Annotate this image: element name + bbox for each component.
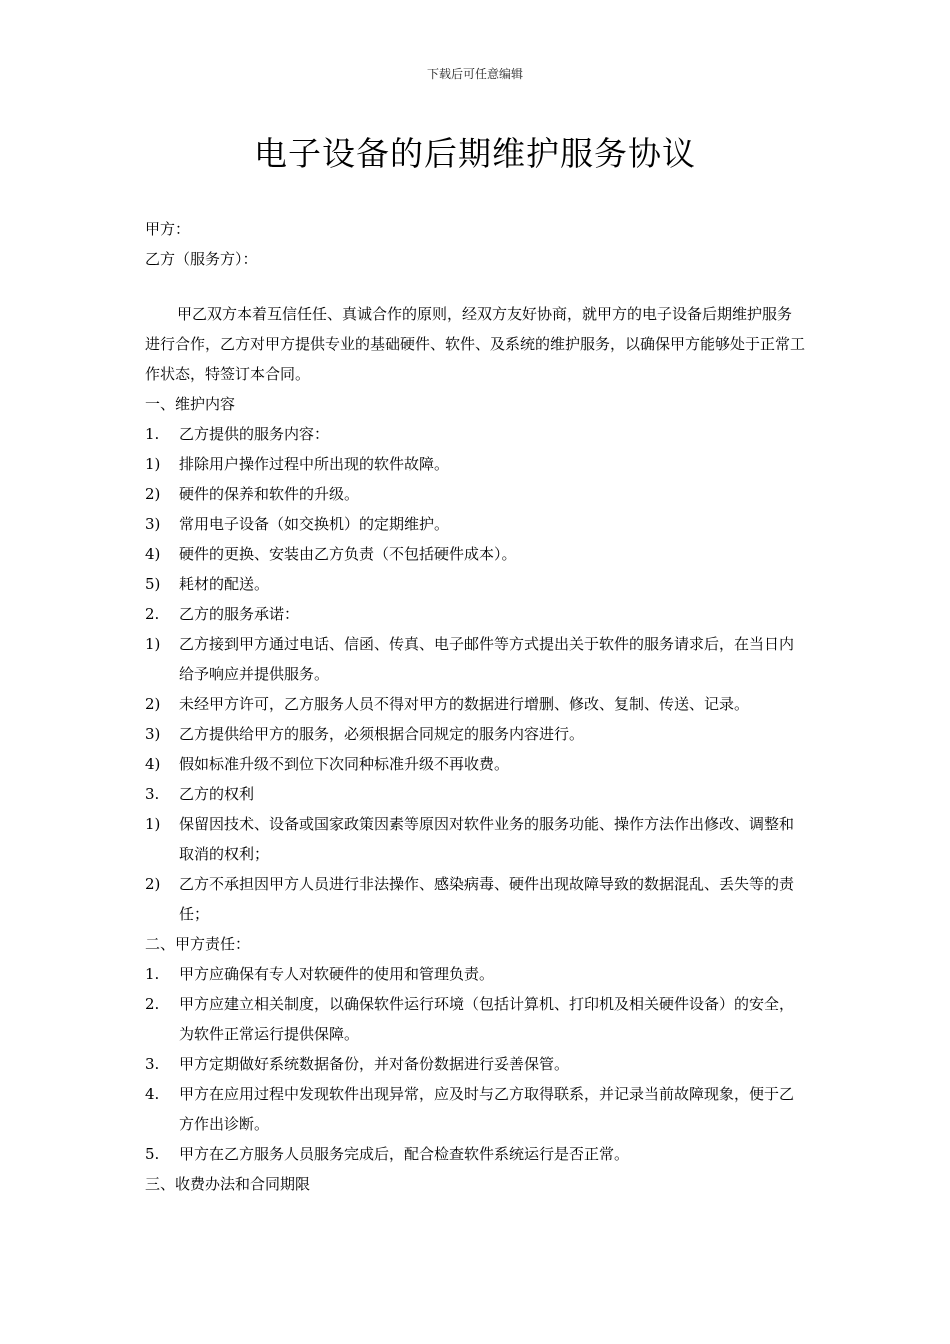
list-item: [145, 689, 805, 719]
item-marker: 5): [145, 575, 161, 593]
item-marker: 1): [145, 455, 161, 473]
section-heading: 一、维护内容: [145, 395, 236, 413]
item-marker: 2.: [145, 995, 160, 1013]
item-marker: 4.: [145, 1085, 160, 1103]
item-text: 硬件的保养和软件的升级。: [179, 485, 360, 503]
list-item: [145, 629, 805, 689]
item-text: 常用电子设备（如交换机）的定期维护。: [179, 515, 450, 533]
subsection-item: [145, 419, 805, 449]
blank-line: [145, 274, 805, 299]
item-marker: 4): [145, 755, 161, 773]
item-marker: 4): [145, 545, 161, 563]
item-marker: 3.: [145, 1055, 160, 1073]
item-text: 假如标准升级不到位下次同种标准升级不再收费。: [179, 755, 510, 773]
subsection-item: [145, 599, 805, 629]
item-marker: 2): [145, 485, 161, 503]
list-item: [145, 1139, 805, 1169]
subsection-item: [145, 779, 805, 809]
item-text: 甲方应确保有专人对软硬件的使用和管理负责。: [179, 965, 495, 983]
item-text: 未经甲方许可，乙方服务人员不得对甲方的数据进行增删、修改、复制、传送、记录。: [179, 695, 750, 713]
party-b-line: 乙方（服务方）：: [145, 250, 258, 268]
party-a-line: 甲方：: [145, 220, 191, 238]
list-item: [145, 989, 805, 1049]
list-item: [145, 539, 805, 569]
item-text: 乙方不承担因甲方人员进行非法操作、感染病毒、硬件出现故障导致的数据混乱、丢失等的责任；: [179, 875, 795, 923]
item-text: 乙方提供给甲方的服务，必须根据合同规定的服务内容进行。: [179, 725, 585, 743]
list-item: [145, 1049, 805, 1079]
document-body: [145, 214, 805, 1199]
section-heading: 二、甲方责任：: [145, 935, 251, 953]
section-heading: 三、收费办法和合同期限: [145, 1175, 311, 1193]
list-item: [145, 569, 805, 599]
item-marker: 2.: [145, 605, 160, 623]
list-item: [145, 449, 805, 479]
item-text: 排除用户操作过程中所出现的软件故障。: [179, 455, 450, 473]
item-marker: 3): [145, 515, 161, 533]
list-item: [145, 719, 805, 749]
item-text: 甲方应建立相关制度，以确保软件运行环境（包括计算机、打印机及相关硬件设备）的安全，为软件正常运行提供保障。: [179, 995, 795, 1043]
list-item: [145, 749, 805, 779]
item-text: 乙方的服务承诺：: [179, 605, 300, 623]
item-text: 硬件的更换、安装由乙方负责（不包括硬件成本）。: [179, 545, 517, 563]
list-item: [145, 509, 805, 539]
item-text: 甲方在应用过程中发现软件出现异常，应及时与乙方取得联系，并记录当前故障现象，便于乙方作出诊断。: [179, 1085, 795, 1133]
item-marker: 1.: [145, 965, 160, 983]
item-marker: 1.: [145, 425, 160, 443]
item-text: 乙方提供的服务内容：: [179, 425, 330, 443]
document-title: 电子设备的后期维护服务协议: [254, 134, 696, 173]
item-text: 耗材的配送。: [179, 575, 270, 593]
list-item: [145, 869, 805, 929]
item-marker: 1): [145, 635, 161, 653]
item-marker: 1): [145, 815, 161, 833]
header-note: 下载后可任意编辑: [426, 67, 523, 81]
item-marker: 3.: [145, 785, 160, 803]
item-text: 乙方接到甲方通过电话、信函、传真、电子邮件等方式提出关于软件的服务请求后，在当日内给予响应并提供服务。: [179, 635, 795, 683]
item-text: 甲方定期做好系统数据备份，并对备份数据进行妥善保管。: [179, 1055, 570, 1073]
list-item: [145, 959, 805, 989]
item-text: 乙方的权利: [179, 785, 255, 803]
list-item: [145, 479, 805, 509]
item-text: 甲方在乙方服务人员服务完成后，配合检查软件系统运行是否正常。: [179, 1145, 630, 1163]
list-item: [145, 1079, 805, 1139]
item-marker: 3): [145, 725, 161, 743]
item-marker: 2): [145, 695, 161, 713]
item-marker: 2): [145, 875, 161, 893]
list-item: [145, 809, 805, 869]
item-text: 保留因技术、设备或国家政策因素等原因对软件业务的服务功能、操作方法作出修改、调整和取消的权利；: [179, 815, 795, 863]
intro-paragraph: 甲乙双方本着互信任任、真诚合作的原则，经双方友好协商，就甲方的电子设备后期维护服务进行合作，乙方对甲方提供专业的基础硬件、软件、及系统的维护服务，以确保甲方能够处于正常工作状态，特签订本合同。: [145, 305, 806, 383]
item-marker: 5.: [145, 1145, 160, 1163]
